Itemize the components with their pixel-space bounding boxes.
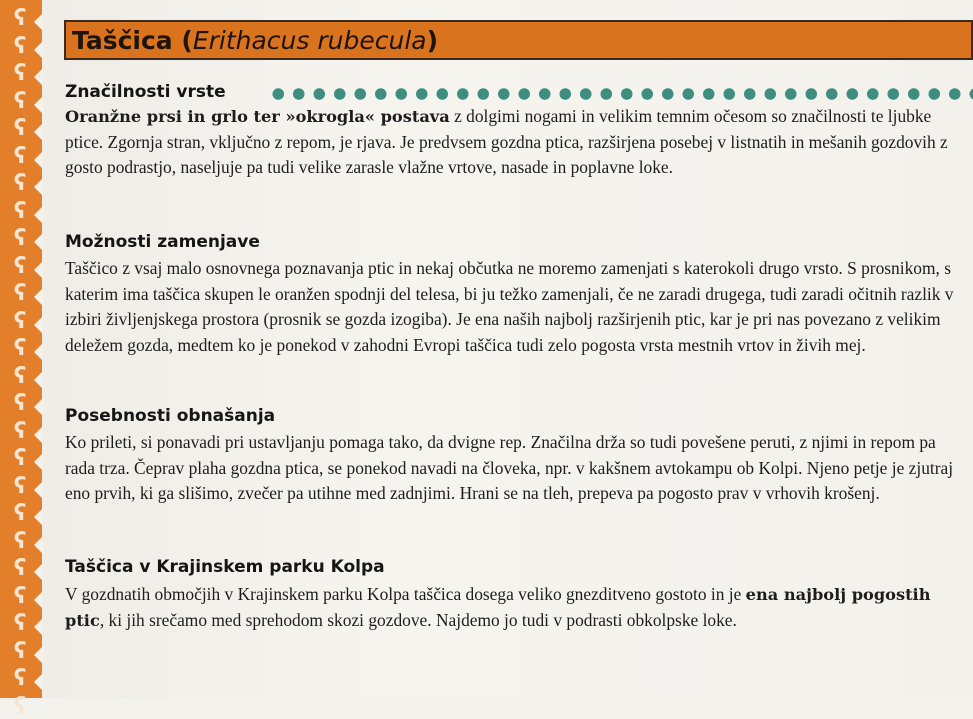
title-close-paren: ) [426,26,439,55]
strip-notch [34,426,43,444]
title-open-paren: ( [172,26,193,55]
strip-notch [34,123,43,141]
strip-notch [34,206,43,224]
spiral-ornament-icon: ʕ [13,198,27,224]
section-text-characteristics [65,104,955,181]
bold-phrase: ena najbolj pogostih ptic [65,585,931,630]
spiral-ornament-icon: ʕ [13,33,27,59]
strip-notch [34,13,43,31]
strip-notch [34,96,43,114]
spiral-ornament-icon: ʕ [13,611,27,636]
spiral-ornament-icon: ʕ [13,666,27,691]
spiral-ornament-icon: ʕ [13,418,27,444]
title-common-name: Taščica [72,26,173,55]
strip-notch [34,618,43,636]
section-heading-confusion: Možnosti zamenjave [65,232,260,252]
spiral-ornament-icon: ʕ [13,363,27,389]
spiral-ornament-icon: ʕ [13,171,27,196]
decorative-border-strip [0,0,42,719]
spiral-ornament-icon: ʕ [13,336,27,361]
strip-notch [34,591,43,609]
spiral-ornament-icon: ʕ [13,226,27,251]
spiral-ornament-icon: ʕ [13,583,27,609]
page-title [72,22,438,60]
section-heading-behaviour: Posebnosti obnašanja [65,406,276,426]
spiral-ornament-icon: ʕ [13,391,27,416]
spiral-ornament-icon: ʕ [13,61,27,86]
bold-lead: Oranžne prsi in grlo ter »okrogla« postava [65,107,450,126]
strip-notch [34,536,43,554]
strip-notch [34,261,43,279]
section-text-behaviour: Ko prileti, si ponavadi pri ustavljanju pomaga tako, da dvigne rep. Značilna drža so tudi povešene peruti, z njimi in repom pa rada trza. Čeprav plaha gozdna ptica, se ponekod navadi na človeka, npr. v kakšnem avtokampu ob Kolpi. Njeno petje je zjutraj eno prvih, ki ga slišimo, zvečer pa utihne med zadnjimi. Hrani se na tleh, prepeva pa pogosto prav v vrhovih krošenj. [65,432,954,503]
title-latin-name: Erithacus rubecula [192,26,427,55]
strip-notch [34,288,43,306]
spiral-ornament-icon: ʕ [13,446,27,471]
strip-notch [34,481,43,499]
spiral-ornament-icon: ʕ [13,281,27,306]
strip-notch [34,563,43,581]
spiral-ornament-icon: ʕ [13,638,27,664]
spiral-ornament-icon: ʕ [13,528,27,554]
spiral-ornament-icon: ʕ [13,253,27,279]
section-heading-kolpa-park: Taščica v Krajinskem parku Kolpa [65,557,385,577]
spiral-ornament-icon: ʕ [13,693,27,719]
spiral-ornament-icon: ʕ [13,473,27,499]
dotted-divider [268,86,973,102]
spiral-ornament-icon: ʕ [13,308,27,334]
paragraph-text: z dolgimi nogami in velikim temnim očesom so značilnosti te ljubke ptice. Zgornja stran, vključno z repom, je rjava. Je predvsem gozdna ptica, razširjena posebej v listnatih in mešanih gozdovih z gosto podrastjo, naseljuje pa tudi velike zarasle vlažne vrtove, nasade in poplavne loke. [65,106,948,177]
spiral-ornament-icon: ʕ [13,556,27,581]
section-text-confusion: Taščico z vsaj malo osnovnega poznavanja ptic in nekaj občutka ne moremo zamenjati s katerokoli drugo vrsto. S prosnikom, s katerim ima taščica skupen le oranžen spodnji del telesa, bi ju težko zamenjali, če ne zaradi drugega, tudi zaradi očitnih razlik v izbiri življenjskega prostora (prosnik se gozda izogiba). Je ena naših najbolj razširjenih ptic, kar je pri nas povezano z velikim deležem gozda, medtem ko je ponekod v zahodni Evropi taščica tudi zelo pogosta vrsta mestnih vrtov in živih mej. [65,258,954,355]
strip-notch [34,178,43,196]
spiral-ornament-icon: ʕ [13,88,27,114]
strip-notch [34,398,43,416]
strip-notch [34,316,43,334]
strip-notch [34,673,43,691]
spiral-ornament-icon: ʕ [13,143,27,169]
strip-notch [34,151,43,169]
strip-notch [34,343,43,361]
spiral-ornament-icon: ʕ [13,116,27,141]
strip-notch [34,453,43,471]
strip-notch [34,646,43,664]
section-text-kolpa-park [65,582,955,633]
strip-notch [34,68,43,86]
section-heading-characteristics: Značilnosti vrste [65,82,226,102]
strip-notch [34,371,43,389]
strip-notch [34,41,43,59]
spiral-ornament-icon: ʕ [13,501,27,526]
strip-notch [34,701,43,719]
strip-notch [34,233,43,251]
spiral-ornament-icon: ʕ [13,6,27,31]
paragraph-text: , ki jih srečamo med sprehodom skozi gozdove. Najdemo jo tudi v podrasti obkolpske loke. [99,609,737,630]
strip-notch [34,508,43,526]
paragraph-text: V gozdnatih območjih v Krajinskem parku Kolpa taščica dosega veliko gnezditveno gostoto in je [65,584,746,604]
